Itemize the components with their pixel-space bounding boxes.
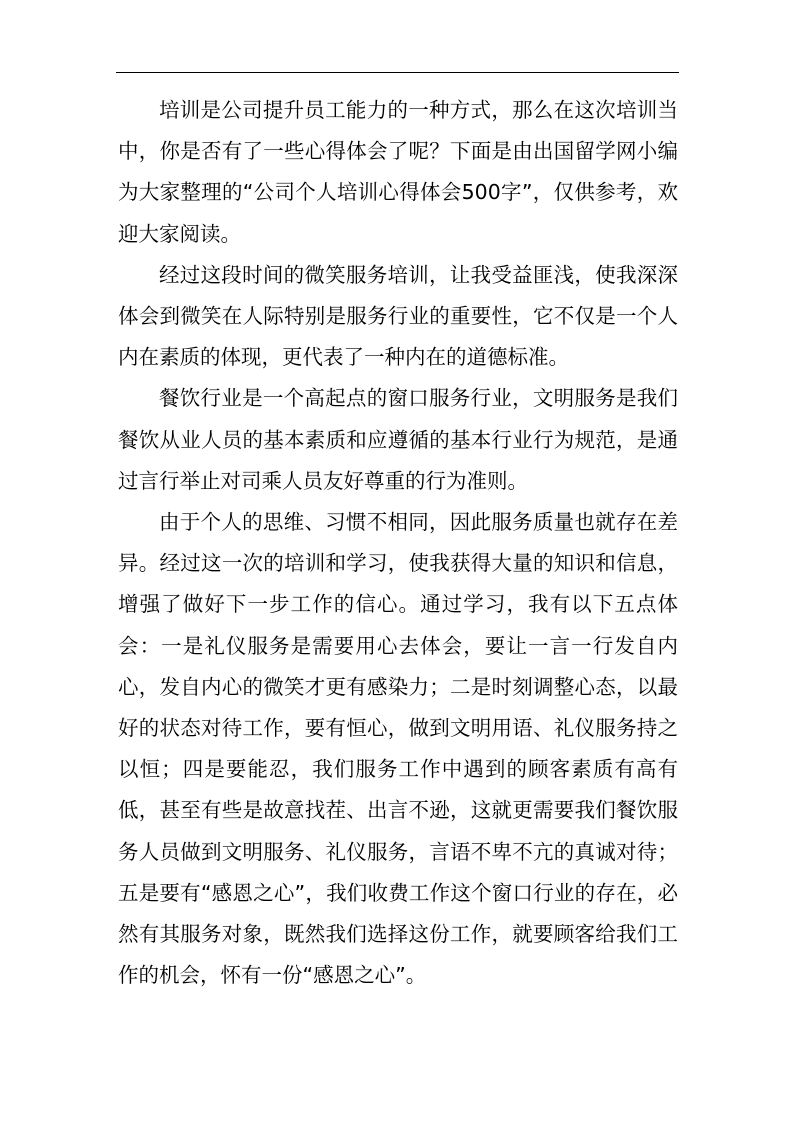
paragraph-smile-service: 经过这段时间的微笑服务培训，让我受益匪浅，使我深深体会到微笑在人际特别是服务行业的重要性，它不仅是一个人内在素质的体现，更代表了一种内在的道德标准。 [118, 262, 678, 370]
header-rule [116, 72, 679, 73]
paragraph-five-points: 由于个人的思维、习惯不相同，因此服务质量也就存在差异。经过这一次的培训和学习，使我获得大量的知识和信息，增强了做好下一步工作的信心。通过学习，我有以下五点体会：一是礼仪服务是需要用心去体会，要让一言一行发自内心，发自内心的微笑才更有感染力；二是时刻调整心态，以最好的状态对待工作，要有恒心，做到文明用语、礼仪服务持之以恒；四是要能忍，我们服务工作中遇到的顾客素质有高有低，甚至有些是故意找茬、出言不逊，这就更需要我们餐饮服务人员做到文明服务、礼仪服务，言语不卑不亢的真诚对待；五是要有“感恩之心”，我们收费工作这个窗口行业的存在，必然有其服务对象，既然我们选择这份工作，就要顾客给我们工作的机会，怀有一份“感恩之心”。 [118, 510, 678, 988]
paragraph-intro: 培训是公司提升员工能力的一种方式，那么在这次培训当中，你是否有了一些心得体会了呢？下面是由出国留学网小编为大家整理的“公司个人培训心得体会500字”，仅供参考，欢迎大家阅读。 [118, 98, 678, 246]
document-body [118, 90, 678, 996]
paragraph-catering-industry: 餐饮行业是一个高起点的窗口服务行业，文明服务是我们餐饮从业人员的基本素质和应遵循的基本行业行为规范，是通过言行举止对司乘人员友好尊重的行为准则。 [118, 386, 678, 493]
